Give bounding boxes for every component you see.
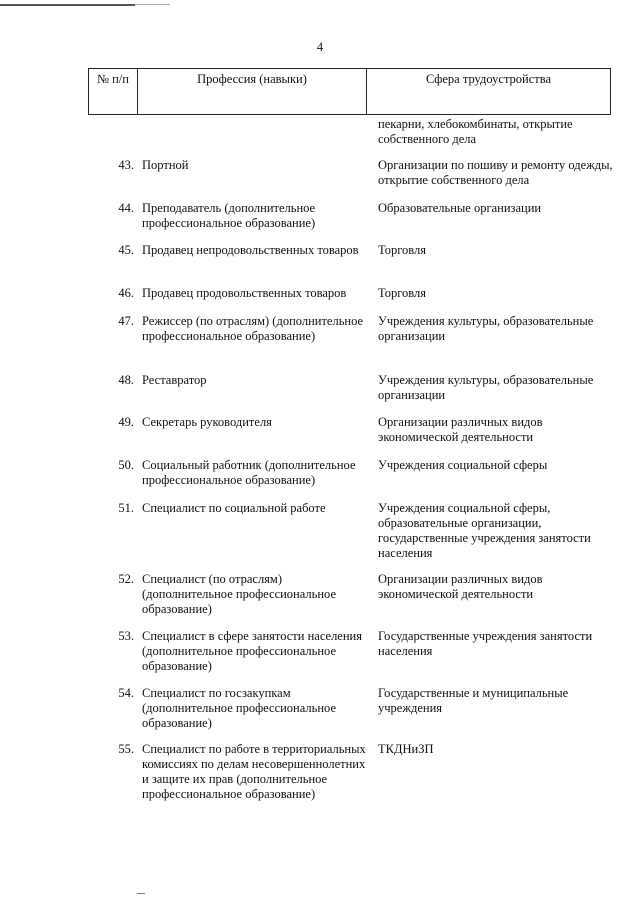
header-num: № п/п	[89, 69, 138, 115]
continuation-text: пекарни, хлебокомбинаты, открытие собственного дела	[378, 117, 573, 146]
row-profession: Секретарь руководителя	[142, 415, 272, 429]
header-profession: Профессия (навыки)	[138, 69, 367, 115]
row-sphere: Торговля	[378, 286, 426, 300]
row-number: 43.	[118, 158, 134, 172]
row-number: 51.	[118, 501, 134, 515]
row-profession: Продавец продовольственных товаров	[142, 286, 347, 300]
scan-edge-line-thin	[135, 4, 170, 5]
row-number: 47.	[118, 314, 134, 328]
scan-edge-line	[0, 4, 135, 6]
page-number: 4	[316, 40, 324, 54]
row-sphere: Организации по пошиву и ремонту одежды, открытие собственного дела	[378, 158, 613, 187]
row-sphere: Учреждения культуры, образовательные организации	[378, 314, 594, 343]
row-sphere: Организации различных видов экономической деятельности	[378, 415, 543, 444]
row-profession: Специалист по госзакупкам (дополнительное профессиональное образование)	[142, 686, 336, 730]
header-sphere: Сфера трудоустройства	[367, 69, 611, 115]
row-sphere: Государственные и муниципальные учреждения	[378, 686, 569, 715]
row-sphere: Учреждения культуры, образовательные организации	[378, 373, 594, 402]
row-sphere: Учреждения социальной сферы	[378, 458, 548, 472]
row-profession: Продавец непродовольственных товаров	[142, 243, 359, 257]
row-number: 53.	[118, 629, 134, 643]
row-profession: Реставратор	[142, 373, 207, 387]
row-profession: Социальный работник (дополнительное профессиональное образование)	[142, 458, 356, 487]
row-sphere: Организации различных видов экономической деятельности	[378, 572, 543, 601]
row-sphere: Учреждения социальной сферы, образовательные организации, государственные учреждения занятости населения	[378, 501, 591, 560]
row-sphere: Торговля	[378, 243, 426, 257]
row-profession: Режиссер (по отраслям) (дополнительное профессиональное образование)	[142, 314, 364, 343]
row-sphere: Государственные учреждения занятости населения	[378, 629, 593, 658]
row-number: 50.	[118, 458, 134, 472]
row-number: 44.	[118, 201, 134, 215]
row-profession: Специалист (по отраслям) (дополнительное профессиональное образование)	[142, 572, 336, 616]
row-number: 49.	[118, 415, 134, 429]
row-number: 54.	[118, 686, 134, 700]
row-profession: Специалист в сфере занятости населения (дополнительное профессиональное образование)	[142, 629, 362, 673]
scan-footer-mark	[137, 893, 145, 894]
row-profession: Специалист по работе в территориальных комиссиях по делам несовершеннолетних и защите их прав (дополнительное профессиональное образование)	[142, 742, 366, 801]
row-number: 55.	[118, 742, 134, 756]
row-profession: Преподаватель (дополнительное профессиональное образование)	[142, 201, 316, 230]
row-number: 46.	[118, 286, 134, 300]
row-sphere: ТКДНиЗП	[378, 742, 434, 756]
row-profession: Портной	[142, 158, 189, 172]
row-sphere: Образовательные организации	[378, 201, 542, 215]
row-profession: Специалист по социальной работе	[142, 501, 326, 515]
row-number: 45.	[118, 243, 134, 257]
row-number: 48.	[118, 373, 134, 387]
table-header	[88, 68, 611, 115]
row-number: 52.	[118, 572, 134, 586]
